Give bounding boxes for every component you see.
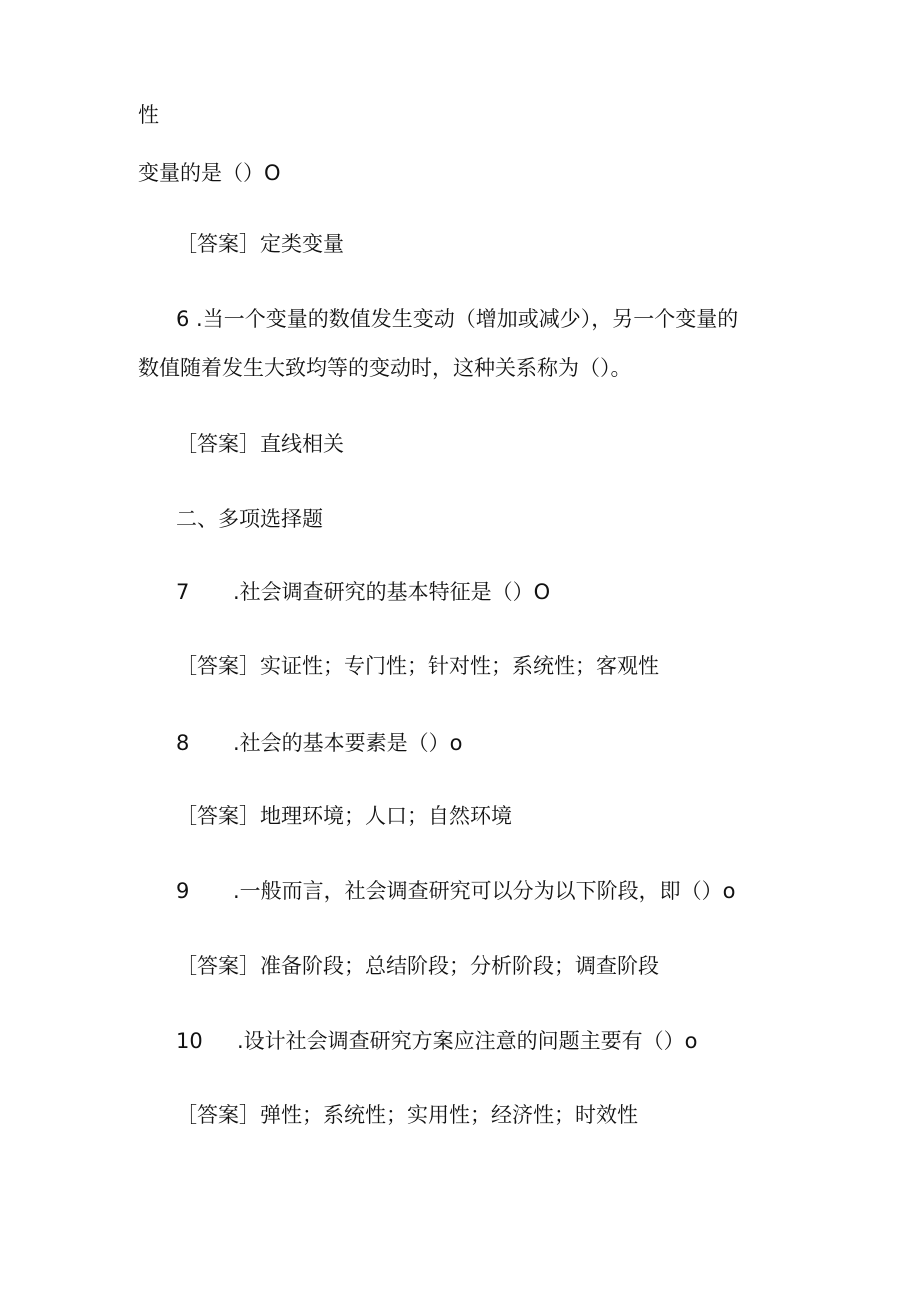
question-text: .社会的基本要素是（）o <box>233 731 463 755</box>
answer-9: ［答案］准备阶段；总结阶段；分析阶段；调查阶段 <box>176 954 659 978</box>
question-5-tail: 变量的是（）O <box>138 161 281 185</box>
question-number: 10 <box>176 1029 203 1053</box>
question-text: .设计社会调查研究方案应注意的问题主要有（）o <box>237 1029 698 1053</box>
answer-7: ［答案］实证性；专门性；针对性；系统性；客观性 <box>176 654 659 678</box>
question-number: 9 <box>176 879 190 903</box>
answer-6: ［答案］直线相关 <box>176 432 344 456</box>
answer-5: ［答案］定类变量 <box>176 232 344 256</box>
question-6-line1: 6 .当一个变量的数值发生变动（增加或减少），另一个变量的 <box>176 307 739 331</box>
question-9 <box>176 877 736 905</box>
section-heading-multiple-choice: 二、多项选择题 <box>176 507 323 531</box>
question-7 <box>176 578 550 606</box>
question-number: 7 <box>176 580 190 604</box>
question-text: .一般而言，社会调查研究可以分为以下阶段，即（）o <box>233 879 736 903</box>
question-6-line2: 数值随着发生大致均等的变动时，这种关系称为（）。 <box>138 356 632 380</box>
text-line-xing: 性 <box>138 103 159 127</box>
question-8 <box>176 729 463 757</box>
answer-10: ［答案］弹性；系统性；实用性；经济性；时效性 <box>176 1103 638 1127</box>
question-number: 8 <box>176 731 190 755</box>
question-text: .社会调查研究的基本特征是（）O <box>233 580 551 604</box>
answer-8: ［答案］地理环境；人口；自然环境 <box>176 804 512 828</box>
question-10 <box>176 1027 698 1055</box>
